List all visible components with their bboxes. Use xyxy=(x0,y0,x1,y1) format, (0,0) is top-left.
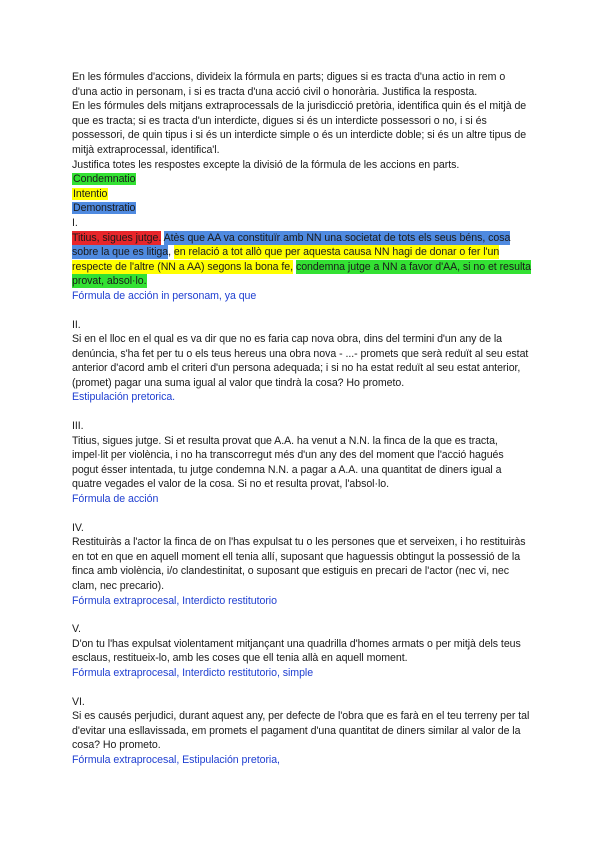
formula-separator: , xyxy=(168,246,171,259)
formula-segment-red: Titius, sigues jutge. xyxy=(72,231,162,244)
case-text: Si en el lloc en el qual es va dir que no es faria cap nova obra, dins del termini d'un any de la denúncia, s'ha fet per tu o els teus hereus una obra nova - ...- promets que serà reduït al seu estat anterior d'acord amb el criteri d'un persona adequada; i si no ha estat reduït al seu estat anterior, (promet) pagar una suma igual al valor que tindrà la cosa? Ho prometo. xyxy=(72,333,529,389)
case-6 xyxy=(72,695,532,768)
intro-paragraph: En les fórmules dels mitjans extraprocessals de la jurisdicció pretòria, identifica quin és el mitjà de que es tracta; si es tracta d'un interdicte, digues si és un interdicte possessori o no, i si és possessori, de quin tipus i si és un interdicte simple o és un interdicte doble; si és un altre tipus de mitjà extraprocessal, identifica'l. xyxy=(72,100,527,156)
intro-paragraph: Justifica totes les respostes excepte la divisió de la fórmula de les accions en parts. xyxy=(72,158,460,171)
case-note: Estipulación pretorica. xyxy=(72,391,176,404)
legend-demonstratio: Demonstratio xyxy=(73,202,136,215)
legend-condemnatio: Condemnatio xyxy=(73,173,136,186)
case-text: Si es causés perjudici, durant aquest any, per defecte de l'obra que es farà en el teu terreny per tal d'evitar una esllavissada, em promets el pagament d'una quantitat de diners similar al valor de la cosa? Ho prometo. xyxy=(72,710,530,752)
formula-segment-demonstratio: Atès que AA va constituïr amb NN una societat de tots els seus béns, cosa sobre la que es litiga xyxy=(72,231,511,259)
formula-segment-condemnatio: condemna jutge a NN a favor d'AA, si no et resulta provat, absol·lo. xyxy=(72,260,532,288)
case-note: Fórmula extraprocesal, Interdicto restitutorio, simple xyxy=(72,666,314,679)
legend xyxy=(72,172,532,216)
case-text: D'on tu l'has expulsat violentament mitjançant una quadrilla d'homes armats o per mitjà dels teus esclaus, restitueix-lo, amb les coses que ell tenia allà en aquell moment. xyxy=(72,637,521,665)
case-number: IV. xyxy=(72,521,84,534)
case-3 xyxy=(72,419,532,507)
case-note: Fórmula de acción in personam, ya que xyxy=(72,289,257,302)
case-number: VI. xyxy=(72,695,85,708)
case-number: I. xyxy=(72,216,78,229)
case-1 xyxy=(72,216,532,304)
case-number: V. xyxy=(72,623,81,636)
case-2 xyxy=(72,318,532,406)
intro-paragraph: En les fórmules d'accions, divideix la fórmula en parts; digues si es tracta d'una actio in rem o d'una actio in personam, i si es tracta d'una acció civil o honorària. Justifica la resposta. xyxy=(72,71,506,98)
case-note: Fórmula extraprocesal, Interdicto restitutorio xyxy=(72,594,277,607)
case-text: Titius, sigues jutge. Si et resulta provat que A.A. ha venut a N.N. la finca de la que es tracta, impel·lit per violència, i no ha transcorregut més d'un any des del moment que l'acció hagués pogut ésser intentada, tu jutge condemna N.N. a pagar a A.A. una quantitat de diners igual a quatre vegades el valor de la cosa. Si no et resulta provat, l'absol·lo. xyxy=(72,434,504,491)
document-page xyxy=(72,70,532,768)
case-text: Restituiràs a l'actor la finca de on l'has expulsat tu o les persones que et serveixen, i ho restituiràs en tot en que en aquell moment ell tenia allí, suposant que haguessis obtingut la possessió de la finca amb violència, i/o clandestinitat, o suposant que estiguis en precari de l'actor (nec vi, nec clam, nec precario). xyxy=(72,536,526,592)
intro-block xyxy=(72,70,532,172)
legend-intentio: Intentio xyxy=(73,187,108,200)
case-number: II. xyxy=(72,318,81,331)
case-number: III. xyxy=(72,420,84,433)
case-4 xyxy=(72,521,532,609)
case-note: Fórmula extraprocesal, Estipulación pretoria, xyxy=(72,753,280,766)
case-text xyxy=(72,231,532,289)
case-5 xyxy=(72,622,532,680)
formula-segment-intentio: en relació a tot allò que per aquesta causa NN hagi de donar o fer l'un respecte de l'altre (NN a AA) segons la bona fe, xyxy=(72,246,500,273)
case-note: Fórmula de acción xyxy=(72,493,159,506)
